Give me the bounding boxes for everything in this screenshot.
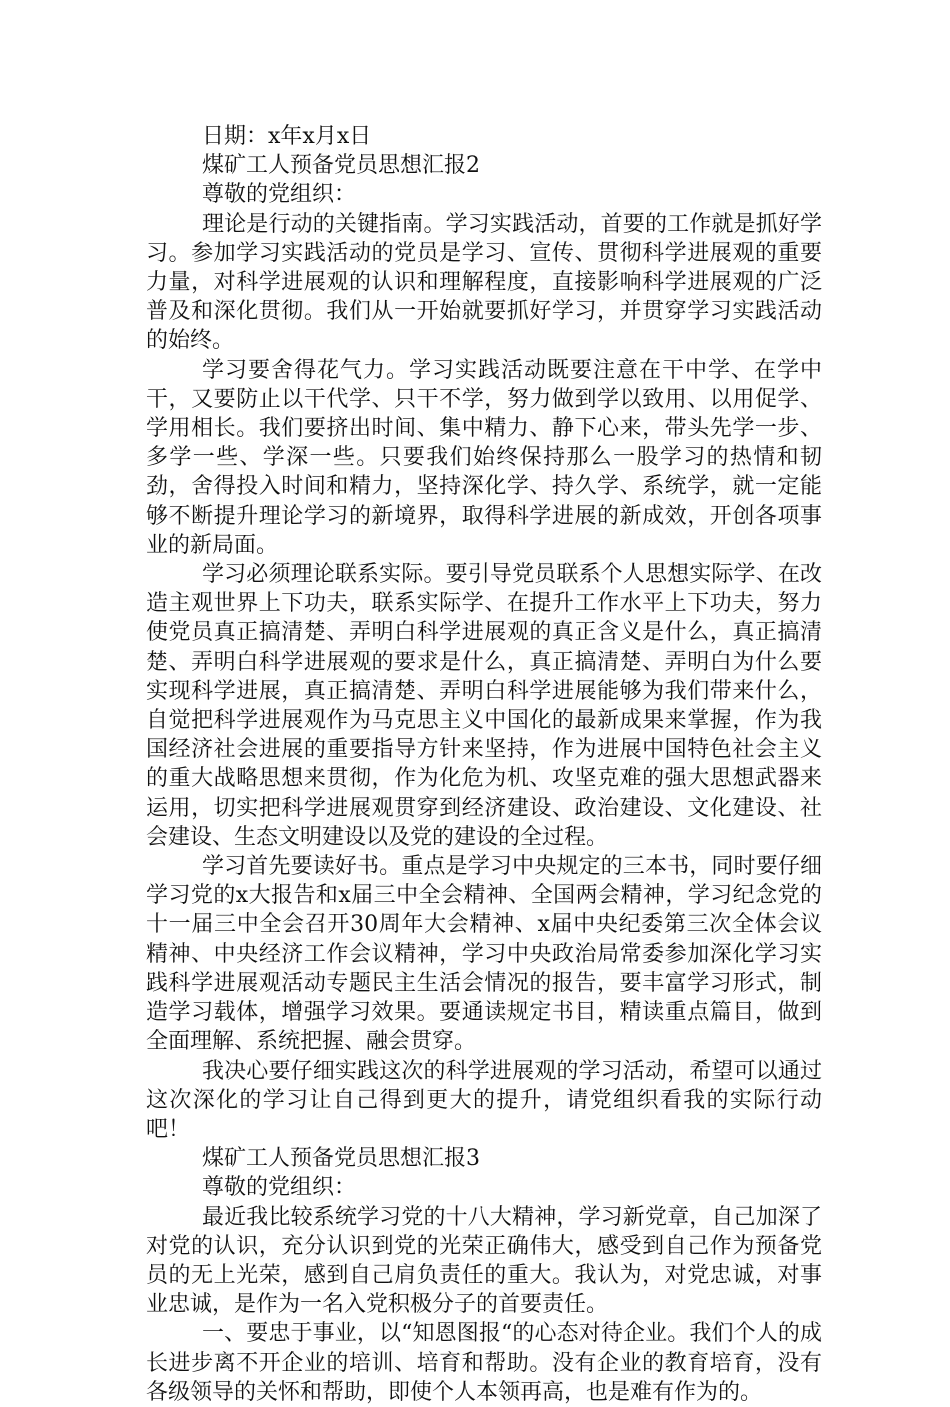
report-2-paragraph: 理论是行动的关键指南。学习实践活动，首要的工作就是抓好学习。参加学习实践活动的党员是学习、宣传、贯彻科学进展观的重要力量，对科学进展观的认识和理解程度，直接影响科学进展观的广泛普及和深化贯彻。我们从一开始就要抓好学习，并贯穿学习实践活动的始终。 [146,211,822,354]
report-2-paragraph: 我决心要仔细实践这次的科学进展观的学习活动，希望可以通过这次深化的学习让自己得到更大的提升，请党组织看我的实际行动吧！ [146,1058,822,1142]
report-3-title: 煤矿工人预备党员思想汇报3 [202,1146,480,1172]
report-2-paragraph: 学习要舍得花气力。学习实践活动既要注意在干中学、在学中干，又要防止以干代学、只干不学，努力做到学以致用、以用促学、学用相长。我们要挤出时间、集中精力、静下心来，带头先学一步、多学一些、学深一些。只要我们始终保持那么一股学习的热情和韧劲，舍得投入时间和精力，坚持深化学、持久学、系统学，就一定能够不断提升理论学习的新境界，取得科学进展的新成效，开创各项事业的新局面。 [146,357,822,558]
date-line: 日期：x年x月x日 [202,124,372,149]
report-3-paragraph: 最近我比较系统学习党的十八大精神，学习新党章，自己加深了对党的认识，充分认识到党的光荣正确伟大，感受到自己作为预备党员的无上光荣，感到自己肩负责任的重大。我认为，对党忠诚，对事业忠诚，是作为一名入党积极分子的首要责任。 [146,1204,822,1318]
report-2-title: 煤矿工人预备党员思想汇报2 [202,153,480,179]
document-page [146,122,822,1407]
report-2-paragraph: 学习必须理论联系实际。要引导党员联系个人思想实际学、在改造主观世界上下功夫，联系实际学、在提升工作水平上下功夫，努力使党员真正搞清楚、弄明白科学进展观的真正含义是什么，真正搞清楚、弄明白科学进展观的要求是什么，真正搞清楚、弄明白为什么要实现科学进展，真正搞清楚、弄明白科学进展能够为我们带来什么，自觉把科学进展观作为马克思主义中国化的最新成果来掌握，作为我国经济社会进展的重要指导方针来坚持，作为进展中国特色社会主义的重大战略思想来贯彻，作为化危为机、攻坚克难的强大思想武器来运用，切实把科学进展观贯穿到经济建设、政治建设、文化建设、社会建设、生态文明建设以及党的建设的全过程。 [146,562,822,850]
report-3-salutation: 尊敬的党组织： [202,1175,357,1201]
report-2-paragraph: 学习首先要读好书。重点是学习中央规定的三本书，同时要仔细学习党的x大报告和x届三中全会精神、全国两会精神，学习纪念党的十一届三中全会召开30周年大会精神、x届中央纪委第三次全体会议精神、中央经济工作会议精神，学习中央政治局常委参加深化学习实践科学进展观活动专题民主生活会情况的报告，要丰富学习形式，制造学习载体，增强学习效果。要通读规定书目，精读重点篇目，做到全面理解、系统把握、融会贯穿。 [146,854,822,1055]
report-3-paragraph: 一、要忠于事业，以“知恩图报“的心态对待企业。我们个人的成长进步离不开企业的培训、培育和帮助。没有企业的教育培育，没有各级领导的关怀和帮助，即使个人本领再高，也是难有作为的。 [146,1321,822,1405]
report-2-salutation: 尊敬的党组织： [202,182,357,208]
